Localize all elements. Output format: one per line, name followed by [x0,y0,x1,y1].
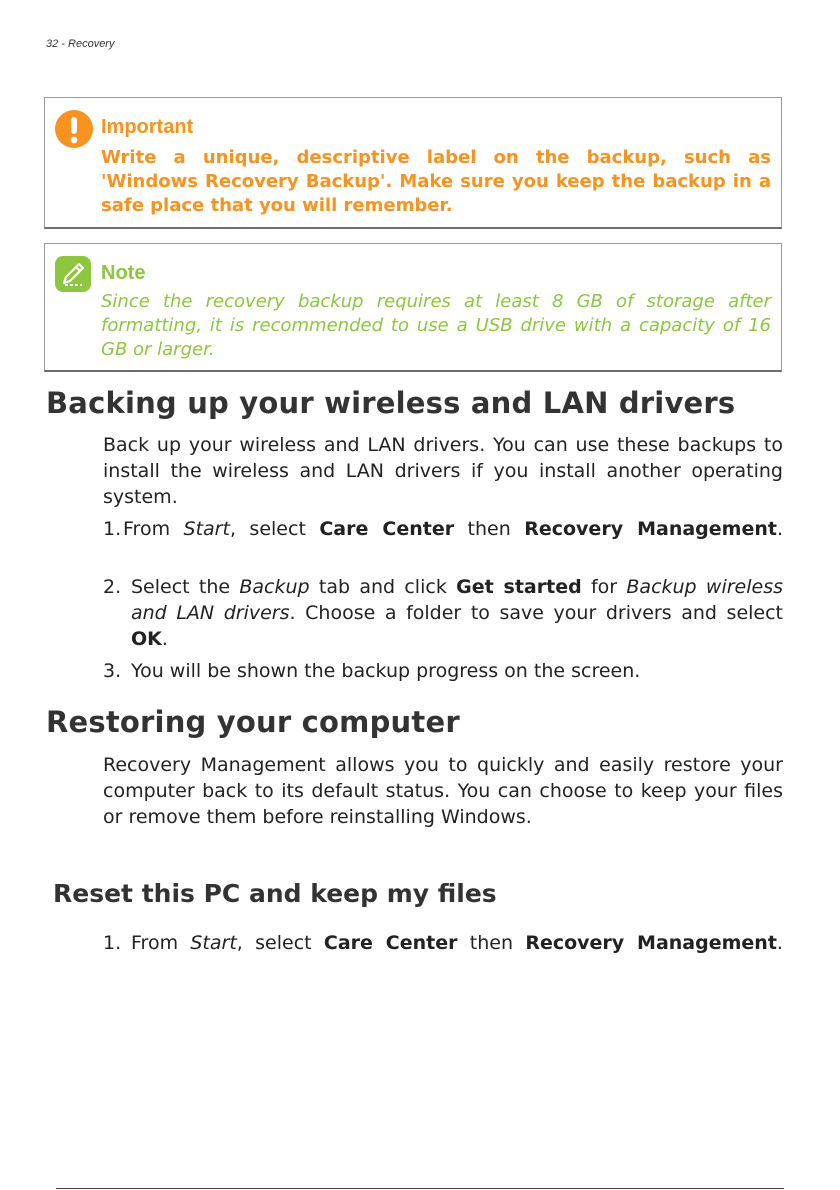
note-callout [44,243,782,372]
important-callout [44,97,782,229]
reset-step-1: 1. From Start, select Care Center then Recovery Management. [103,932,783,954]
pencil-icon [55,256,91,292]
step-text: You will be shown the backup progress on the screen. [131,660,641,682]
step-number: 3. [103,660,122,682]
important-text: Write a unique, descriptive label on the backup, such as 'Windows Recovery Backup'. Make sure you keep the backup in a safe place that you will remember. [101,147,771,216]
step-number: 2. [103,576,122,598]
step-number: 1. [103,518,122,540]
section-heading-restoring: Restoring your computer [46,705,460,739]
step-number: 1. [103,932,122,954]
subheading-reset-keep-files: Reset this PC and keep my files [53,879,497,908]
note-title: Note [101,262,146,284]
footer-rule [56,1188,784,1189]
restoring-intro: Recovery Management allows you to quickly and easily restore your computer back to its default status. You can choose to keep your files or remove them before reinstalling Windows. [103,754,783,828]
backup-step-2: 2. Select the Backup tab and click Get started for Backup wireless and LAN drivers. Choose a folder to save your drivers and select OK. [103,576,784,650]
section-heading-backup-drivers: Backing up your wireless and LAN drivers [46,386,736,420]
note-text: Since the recovery backup requires at least 8 GB of storage after formatting, it is recommended to use a USB drive with a capacity of 16 GB or larger. [101,291,771,360]
backup-step-1: 1. From Start, select Care Center then Recovery Management. [103,518,783,540]
backup-step-3 [103,658,783,684]
page-header: 32 - Recovery [46,38,115,50]
important-title: Important [101,116,194,138]
exclamation-icon [55,110,93,148]
backup-drivers-intro: Back up your wireless and LAN drivers. You can use these backups to install the wireless and LAN drivers if you install another operating system. [103,434,783,508]
